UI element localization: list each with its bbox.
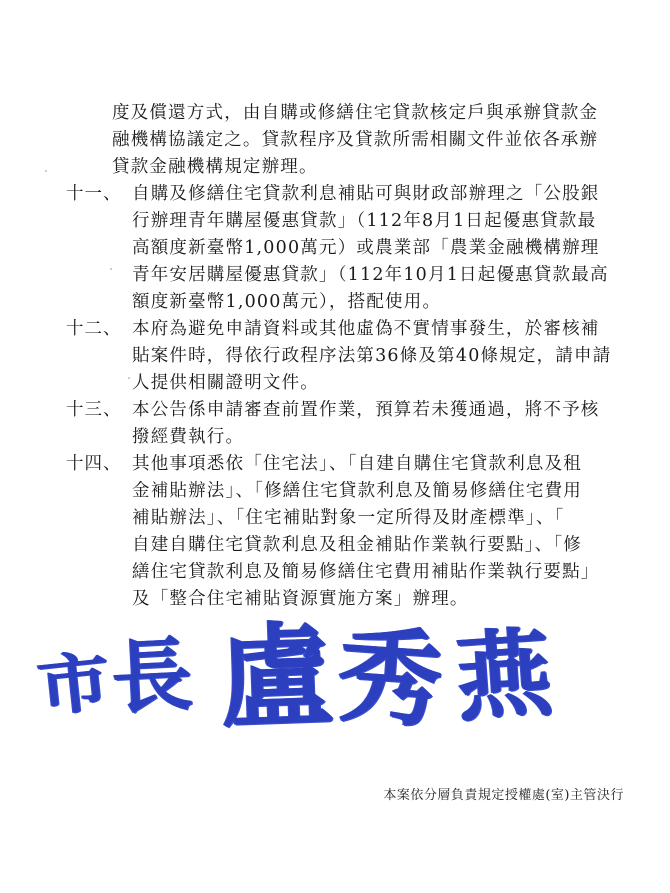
text-line: 及「整合住宅補貼資源實施方案」辦理。 bbox=[132, 589, 469, 609]
text-line: 青年安居購屋優惠貸款」（112年10月1日起優惠貸款最高 bbox=[132, 265, 609, 285]
signature-char: 秀 bbox=[333, 612, 447, 743]
text-line: 撥經費執行。 bbox=[132, 427, 245, 447]
item-body bbox=[132, 316, 636, 397]
item-number: 十一、 bbox=[66, 184, 122, 204]
text-line: 補貼辦法」、「住宅補貼對象一定所得及財產標準」、「 bbox=[132, 508, 565, 528]
item-number: 十三、 bbox=[66, 400, 122, 420]
text-line: 額度新臺幣1,000萬元），搭配使用。 bbox=[132, 292, 442, 312]
continuation-paragraph bbox=[112, 100, 632, 181]
footer-note: 本案依分層負責規定授權處(室)主管決行 bbox=[383, 788, 624, 803]
item-number: 十二、 bbox=[66, 319, 122, 339]
text-line: 本府為避免申請資料或其他虛偽不實情事發生，於審核補 bbox=[132, 319, 600, 339]
text-line: 繕住宅貸款利息及簡易修繕住宅費用補貼作業執行要點」 bbox=[132, 562, 600, 582]
text-line: 自建自購住宅貸款利息及租金補貼作業執行要點」、「修 bbox=[132, 535, 582, 555]
signature-char: 長 bbox=[109, 626, 195, 726]
text-line: 本公告係申請審查前置作業，預算若未獲通過，將不予核 bbox=[132, 400, 600, 420]
mayor-signature bbox=[34, 610, 598, 762]
signature-char: 盧 bbox=[217, 610, 335, 745]
text-line: 人提供相關證明文件。 bbox=[132, 373, 319, 393]
scan-speck bbox=[45, 170, 47, 172]
item-body bbox=[132, 451, 636, 613]
text-line: 度及償還方式，由自購或修繕住宅貸款核定戶與承辦貸款金 bbox=[112, 103, 599, 123]
scan-speck bbox=[128, 377, 130, 379]
text-line: 自購及修繕住宅貸款利息補貼可與財政部辦理之「公股銀 bbox=[132, 184, 600, 204]
scan-speck bbox=[110, 268, 112, 270]
item-body bbox=[132, 181, 636, 316]
text-line: 高額度新臺幣1,000萬元）或農業部「農業金融機構辦理 bbox=[132, 238, 600, 258]
text-line: 貼案件時，得依行政程序法第36條及第40條規定，請申請 bbox=[132, 346, 612, 366]
signature-char: 市 bbox=[34, 641, 114, 726]
item-body bbox=[132, 397, 636, 451]
signature-char: 燕 bbox=[452, 615, 556, 736]
text-line: 融機構協議定之。貸款程序及貸款所需相關文件並依各承辦 bbox=[112, 130, 599, 150]
item-number: 十四、 bbox=[66, 454, 122, 474]
text-line: 其他事項悉依「住宅法」、「自建自購住宅貸款利息及租 bbox=[132, 454, 582, 474]
text-line: 貸款金融機構規定辦理。 bbox=[112, 157, 318, 177]
text-line: 行辦理青年購屋優惠貸款」（112年8月1日起優惠貸款最 bbox=[132, 211, 597, 231]
text-line: 金補貼辦法」、「修繕住宅貸款利息及簡易修繕住宅費用 bbox=[132, 481, 582, 501]
